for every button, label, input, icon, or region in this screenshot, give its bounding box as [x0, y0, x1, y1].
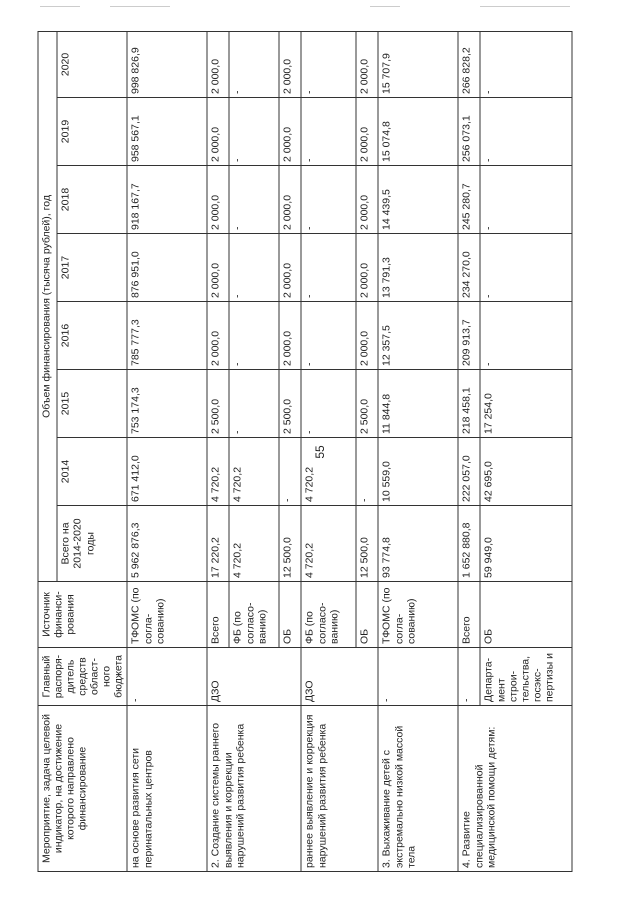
cell-total: 1 652 880,8 [458, 506, 480, 582]
cell-manager: ДЗО [207, 648, 301, 706]
header-year: 2019 [57, 98, 127, 166]
cell-value: - [229, 234, 279, 302]
cell-value: 256 073,1 [458, 98, 480, 166]
header-volume: Объем финансирования (тысяча рублей), год [38, 31, 57, 581]
page-number: 55 [313, 445, 327, 459]
header-manager: Главный распоря-дитель средств област-ного бюджета [38, 648, 127, 706]
header-year: 2017 [57, 234, 127, 302]
cell-value: 2 500,0 [279, 370, 301, 438]
cell-value: 2 000,0 [356, 166, 378, 234]
cell-total: 93 774,8 [378, 506, 458, 582]
cell-value: 234 270,0 [458, 234, 480, 302]
cell-value: - [301, 302, 356, 370]
cell-total: 59 949,0 [480, 506, 572, 582]
cell-source: ТФОМС (по согла-сованию) [378, 582, 458, 648]
cell-value: 12 357,5 [378, 302, 458, 370]
cell-total: 5 962 876,3 [127, 506, 207, 582]
header-event: Мероприятие, задача целевой индикатор, на достижение которого направлено финансирование [38, 706, 127, 872]
cell-event: раннее выявление и коррекция нарушений развития ребенка [301, 706, 378, 872]
cell-value: - [229, 370, 279, 438]
cell-value: - [229, 302, 279, 370]
cell-value: 753 174,3 [127, 370, 207, 438]
cell-value: 4 720,2 [301, 438, 356, 506]
cell-value: 11 844,8 [378, 370, 458, 438]
cell-value: 2 000,0 [356, 302, 378, 370]
cell-value: 218 458,1 [458, 370, 480, 438]
cell-value: - [301, 234, 356, 302]
cell-value: 2 000,0 [356, 234, 378, 302]
cell-source: ОБ [356, 582, 378, 648]
cell-value: 4 720,2 [207, 438, 229, 506]
cell-manager: Департа-мент строи-тельства, госэкс-пертизы и [480, 648, 572, 706]
cell-value: 2 000,0 [279, 98, 301, 166]
cell-value: - [480, 98, 572, 166]
cell-value: 222 057,0 [458, 438, 480, 506]
cell-manager: - [378, 648, 458, 706]
table-row [301, 31, 356, 871]
cell-value: - [480, 31, 572, 97]
cell-value: 998 826,9 [127, 31, 207, 97]
cell-event: 2. Создание системы раннего выявления и коррекции нарушений развития ребенка [207, 706, 301, 872]
cell-event: 3. Выхаживание детей с экстремально низкой массой тела [378, 706, 458, 872]
cell-value: 876 951,0 [127, 234, 207, 302]
cell-value: - [480, 166, 572, 234]
cell-total: 4 720,2 [229, 506, 279, 582]
cell-value: 918 167,7 [127, 166, 207, 234]
cell-event: 4. Развитие специализированной медицинской помощи детям: [458, 706, 572, 872]
cell-value: 2 000,0 [279, 234, 301, 302]
header-year: 2014 [57, 438, 127, 506]
cell-value: 2 000,0 [207, 166, 229, 234]
cell-event: на основе развития сети перинатальных центров [127, 706, 207, 872]
cell-value: 14 439,5 [378, 166, 458, 234]
header-source: Источник финанси-рования [38, 582, 127, 648]
cell-value: 245 280,7 [458, 166, 480, 234]
cell-value: 10 559,0 [378, 438, 458, 506]
cell-value: 2 000,0 [207, 302, 229, 370]
cell-value: - [356, 438, 378, 506]
table-row [207, 31, 229, 871]
cell-value: 15 707,9 [378, 31, 458, 97]
cell-value: 2 000,0 [356, 31, 378, 97]
cell-total: 4 720,2 [301, 506, 356, 582]
cell-value: 2 000,0 [279, 302, 301, 370]
cell-value: - [229, 166, 279, 234]
cell-value: 266 828,2 [458, 31, 480, 97]
cell-value: 2 500,0 [207, 370, 229, 438]
header-year: 2016 [57, 302, 127, 370]
cell-value: 785 777,3 [127, 302, 207, 370]
cell-source: ФБ (по согласо-ванию) [229, 582, 279, 648]
cell-value: 15 074,8 [378, 98, 458, 166]
cell-value: 17 254,0 [480, 370, 572, 438]
cell-value: 2 000,0 [356, 98, 378, 166]
cell-value: 13 791,3 [378, 234, 458, 302]
table-row [378, 31, 458, 871]
cell-value: - [480, 302, 572, 370]
cell-value: - [301, 98, 356, 166]
cell-source: ТФОМС (по согла-сованию) [127, 582, 207, 648]
cell-value: 958 567,1 [127, 98, 207, 166]
header-year: 2018 [57, 166, 127, 234]
cell-value: 42 695,0 [480, 438, 572, 506]
cell-total: 12 500,0 [356, 506, 378, 582]
cell-manager: - [127, 648, 207, 706]
header-year: 2020 [57, 31, 127, 97]
table-row [458, 31, 480, 871]
cell-value: 2 000,0 [207, 31, 229, 97]
cell-value: 2 000,0 [207, 98, 229, 166]
cell-value: 2 000,0 [279, 166, 301, 234]
cell-value: 209 913,7 [458, 302, 480, 370]
cell-value: 2 500,0 [356, 370, 378, 438]
cell-value: 671 412,0 [127, 438, 207, 506]
cell-source: ОБ [279, 582, 301, 648]
cell-source: Всего [458, 582, 480, 648]
cell-value: 2 000,0 [207, 234, 229, 302]
cell-source: ОБ [480, 582, 572, 648]
cell-source: ФБ (по согласо-ванию) [301, 582, 356, 648]
financing-table [38, 31, 573, 872]
cell-source: Всего [207, 582, 229, 648]
rotated-table-container [38, 32, 603, 872]
cell-value: - [301, 31, 356, 97]
cell-total: 17 220,2 [207, 506, 229, 582]
cell-manager: ДЗО [301, 648, 378, 706]
table-row [127, 31, 207, 871]
cell-value: - [301, 370, 356, 438]
header-total: Всего на 2014-2020 годы [57, 506, 127, 582]
cell-value: - [480, 234, 572, 302]
cell-total: 12 500,0 [279, 506, 301, 582]
cell-value: - [229, 31, 279, 97]
cell-value: - [279, 438, 301, 506]
cell-value: 2 000,0 [279, 31, 301, 97]
header-year: 2015 [57, 370, 127, 438]
cell-value: 4 720,2 [229, 438, 279, 506]
cell-manager: - [458, 648, 480, 706]
cell-value: - [301, 166, 356, 234]
cell-value: - [229, 98, 279, 166]
